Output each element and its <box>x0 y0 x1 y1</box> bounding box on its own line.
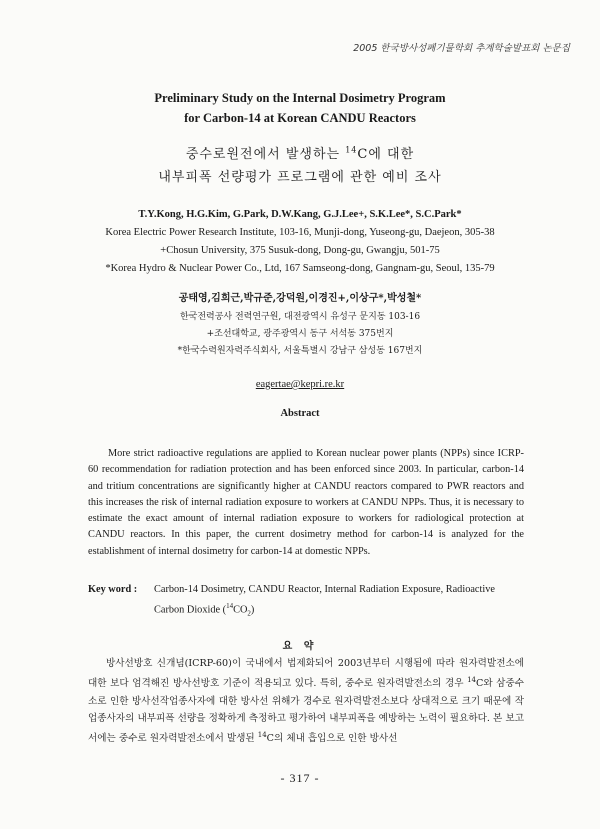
affiliation-ko-1: 한국전력공사 전력연구원, 대전광역시 유성구 문지동 103-16 <box>179 312 421 322</box>
keywords <box>88 582 528 621</box>
summary-ko-part1: 방사선방호 신개념(ICRP-60)이 국내에서 법제화되어 2003년부터 시행됨에 따라 원자력발전소에 대한 보다 엄격해진 방사선방호 기준이 적용되고 있다. 특히, 중수로 원자력발전소의 경우 <box>88 658 524 690</box>
summary-ko-text <box>88 655 524 747</box>
abstract-body <box>88 446 524 560</box>
summary-ko-sup1: 14 <box>467 676 476 685</box>
affiliation-en-2: +Chosun University, 375 Susuk-dong, Dong-gu, Gwangju, 501-75 <box>160 245 440 256</box>
keywords-co: CO <box>233 604 248 616</box>
title-ko-line1 <box>0 143 600 162</box>
title-ko-line1-post: C에 대한 <box>357 147 415 162</box>
title-ko-line2: 내부피폭 선량평가 프로그램에 관한 예비 조사 <box>158 170 442 185</box>
affiliation-en-1: Korea Electric Power Research Institute, 103-16, Munji-dong, Yuseong-gu, Daejeon, 305-38 <box>105 227 495 238</box>
keywords-label: Key word : <box>88 584 138 595</box>
title-ko-line1-pre: 중수로원전에서 발생하는 <box>185 147 346 162</box>
abstract-heading: Abstract <box>280 408 320 419</box>
keywords-text-main: Carbon-14 Dosimetry, CANDU Reactor, Internal Radiation Exposure, Radioactive Carbon Dioxide ( <box>154 584 495 616</box>
summary-ko-heading: 요 약 <box>282 641 318 652</box>
summary-ko-body <box>88 655 524 747</box>
title-en-line2: for Carbon-14 at Korean CANDU Reactors <box>184 111 416 125</box>
title-en-line1: Preliminary Study on the Internal Dosimetry Program <box>154 91 446 105</box>
authors-ko: 공태영,김희근,박규준,강덕원,이경진+,이상구*,박성철* <box>178 293 422 304</box>
affiliation-en-3: *Korea Hydro & Nuclear Power Co., Ltd, 167 Samseong-dong, Gangnam-gu, Seoul, 135-79 <box>105 263 495 274</box>
summary-ko-sup2: 14 <box>257 731 267 739</box>
keywords-close: ) <box>250 604 255 616</box>
proceedings-header: 2005 한국방사성폐기물학회 추계학술발표회 논문집 <box>353 43 570 54</box>
summary-ko-part3: C의 체내 흡입으로 인한 방사선 <box>266 733 398 745</box>
affiliation-ko-2: +조선대학교, 광주광역시 동구 서석동 375번지 <box>206 329 394 339</box>
abstract-text: More strict radioactive regulations are applied to Korean nuclear power plants (NPPs) since ICRP-60 recommendation for radiation protection and has been enforced since 2003. In particular, carbon-14 and tritium concentrations are significantly higher at CANDU reactors compared to PWR reactors and this increases the risk of internal radiation exposure to workers at CANDU NPPs. Thus, it is necessary to estimate the exact amount of internal radiation exposure to workers for radiological protection at CANDU reactors. In this paper, the current dosimetry method for carbon-14 is analyzed for the establishment of internal dosimetry for carbon-14 at domestic NPPs. <box>88 448 524 557</box>
keywords-text <box>154 582 524 621</box>
affiliation-ko-3: *한국수력원자력주식회사, 서울특별시 강남구 삼성동 167번지 <box>177 346 423 356</box>
keywords-superscript: 14 <box>226 602 234 610</box>
title-ko-superscript: 14 <box>345 145 358 155</box>
page-number: - 317 - <box>280 771 320 785</box>
summary-ko-part2: C와 삼중수소로 인한 방사선작업종사자에 대한 방사선 위해가 경수로 원자력발전소보다 상대적으로 크기 때문에 작업종사자의 내부피폭 선량을 정확하게 측정하고 평가하여 내부피폭을 예방하는 노력이 필요하다. 본 보고서에는 중수로 원자력발전소에서 발생된 <box>88 678 524 745</box>
authors-en: T.Y.Kong, H.G.Kim, G.Park, D.W.Kang, G.J.Lee+, S.K.Lee*, S.C.Park* <box>138 209 462 220</box>
author-email-link[interactable]: eagertae@kepri.re.kr <box>255 379 345 390</box>
keywords-subscript: 2 <box>247 609 251 618</box>
